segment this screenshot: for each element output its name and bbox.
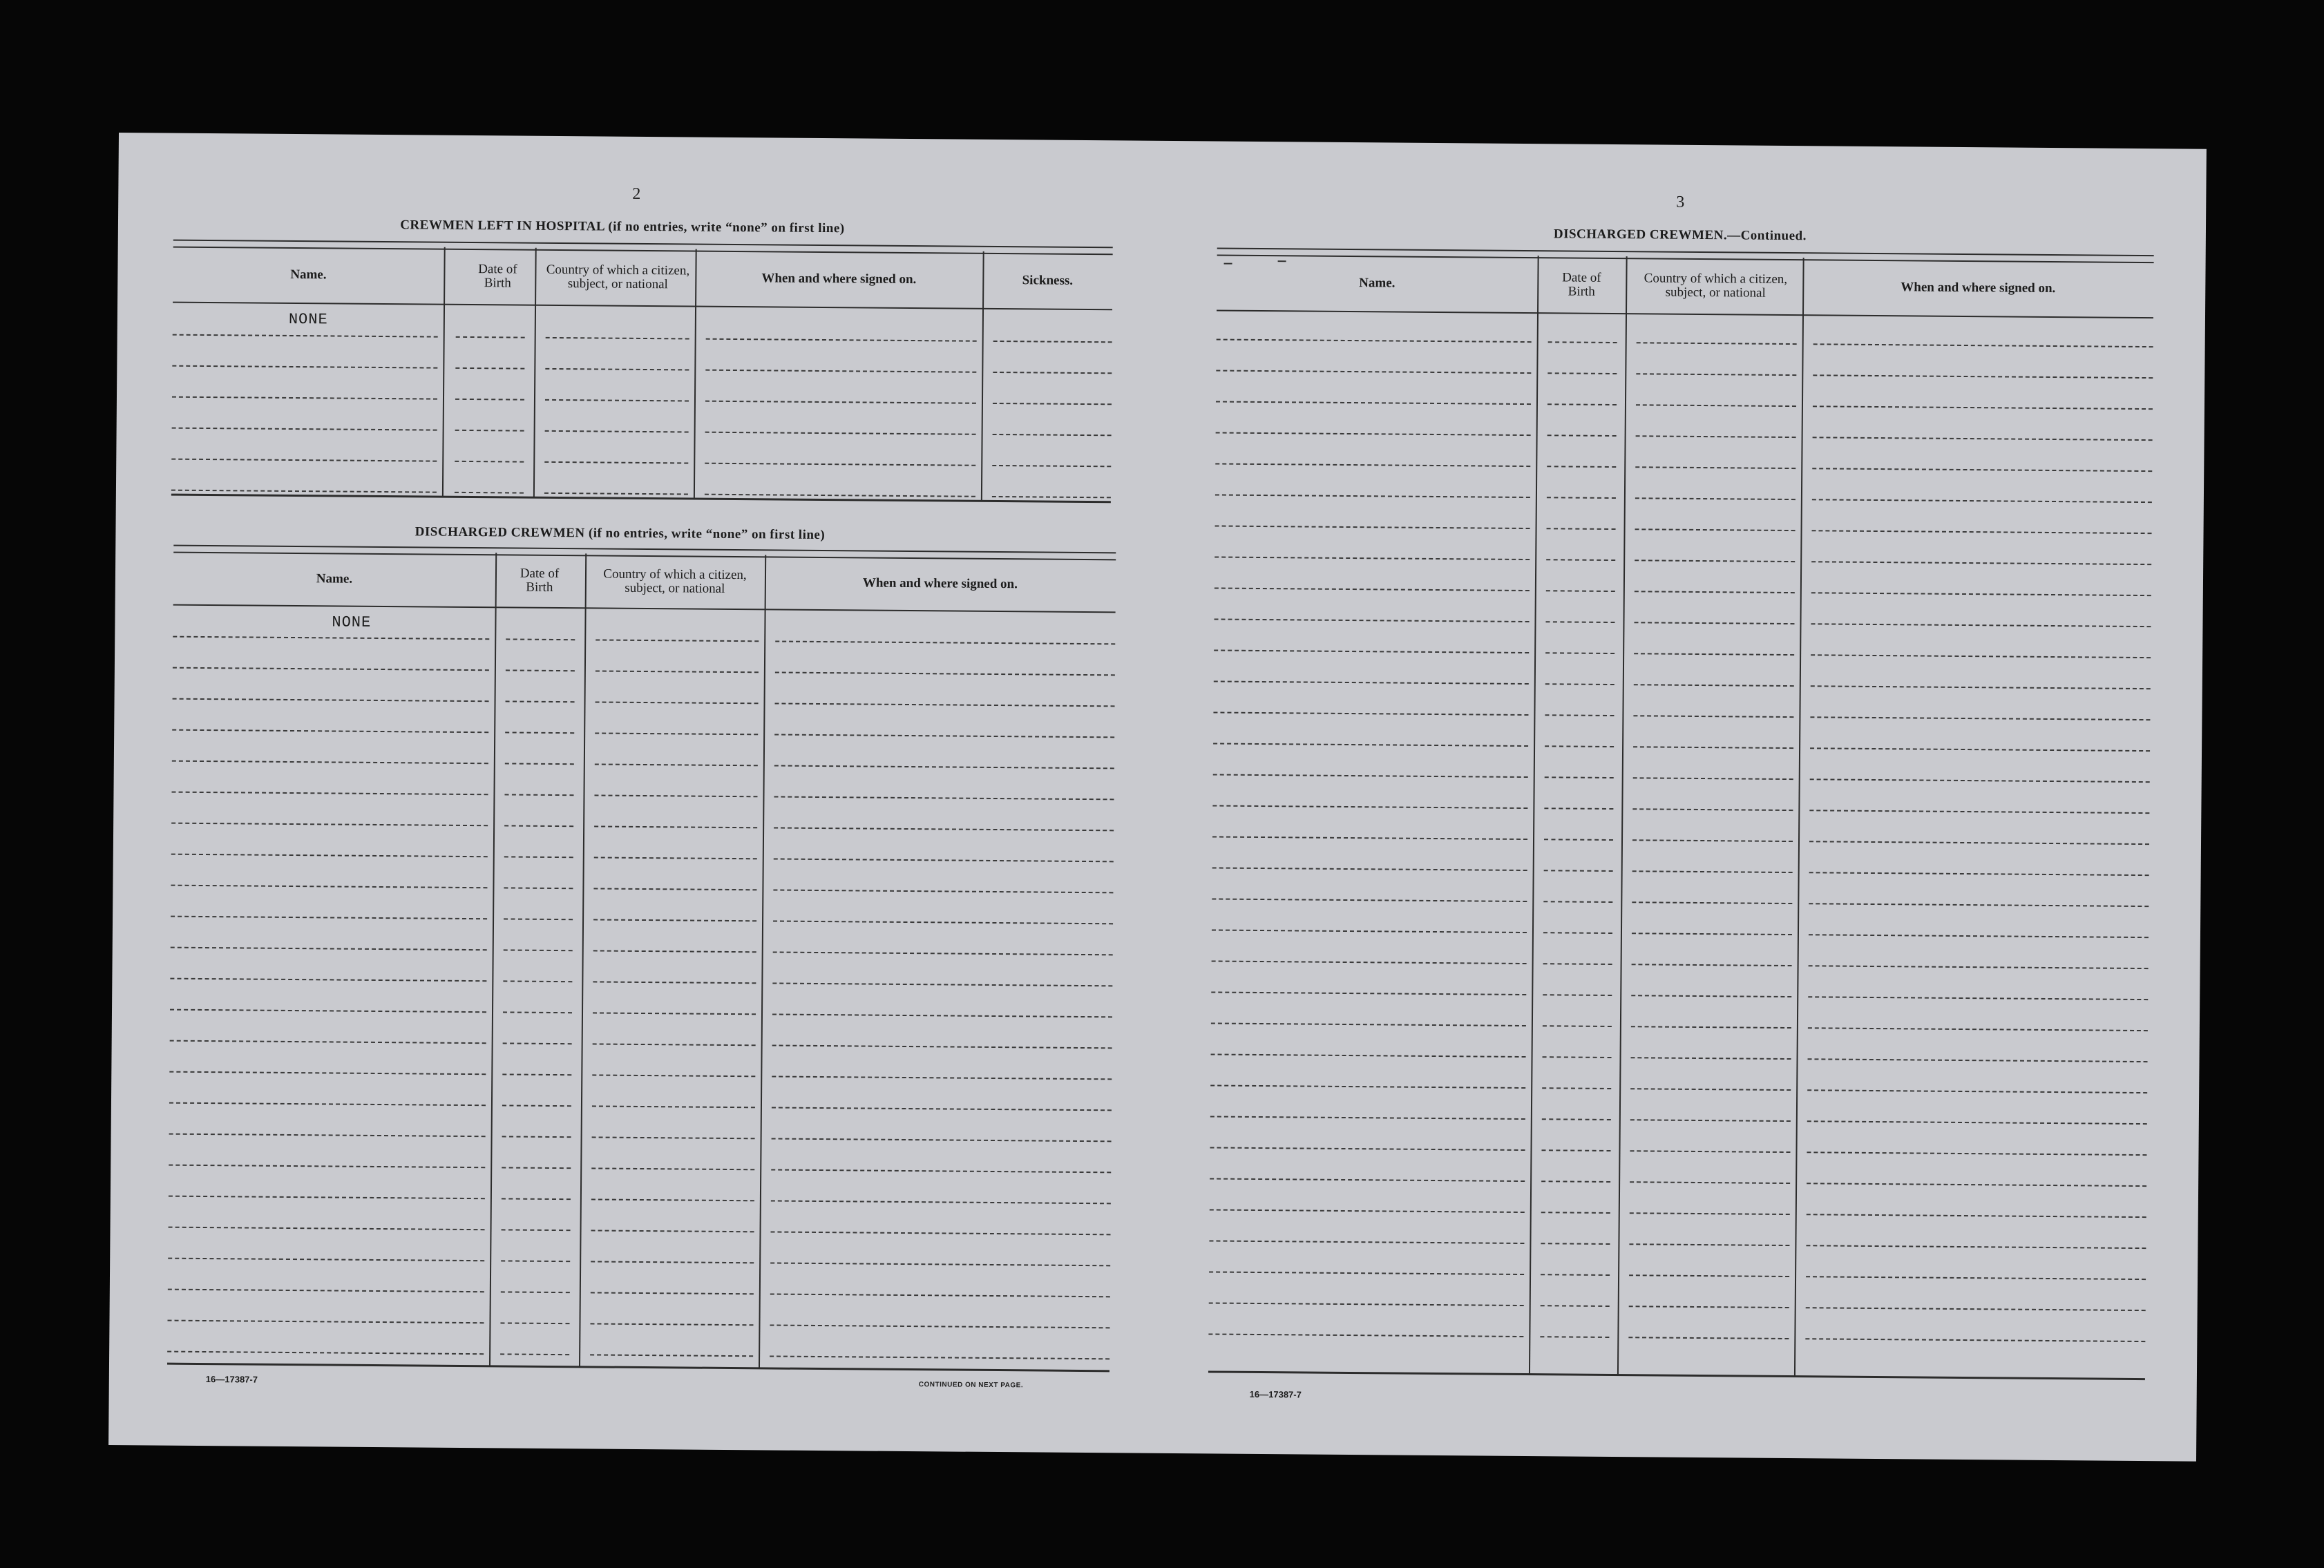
ruling-line xyxy=(168,1258,484,1262)
ruling-line xyxy=(1547,497,1616,499)
ruling-line xyxy=(1544,839,1613,841)
form-number: 16—17387-7 xyxy=(205,1374,258,1385)
column-header-country: Country of which a citizen, subject, or national xyxy=(603,566,747,596)
column-header-name: Name. xyxy=(1359,276,1396,291)
ruling-line xyxy=(1635,466,1796,469)
ruling-line xyxy=(1809,872,2149,876)
hospital-section-title: CREWMEN LEFT IN HOSPITAL (if no entries, write “none” on first line) xyxy=(400,218,845,236)
ruling-line xyxy=(171,792,488,796)
ruling-line xyxy=(1630,1150,1790,1153)
ruling-line xyxy=(1209,1302,1524,1306)
continued-note: CONTINUED ON NEXT PAGE. xyxy=(918,1381,1024,1390)
ruling-line xyxy=(168,1289,484,1293)
ruling-line xyxy=(170,1040,486,1044)
ruling-line xyxy=(1210,1116,1525,1120)
ruling-line xyxy=(1632,901,1792,904)
ruling-line xyxy=(1543,932,1612,934)
ruling-line xyxy=(1807,1089,2147,1093)
ruling-line xyxy=(770,1293,1110,1297)
column-header-signed-on: When and where signed on. xyxy=(1901,280,2056,296)
table-bottom-rule xyxy=(171,494,1111,504)
ruling-line xyxy=(593,981,756,984)
ruling-line xyxy=(1213,774,1528,778)
ruling-line xyxy=(1545,745,1614,747)
ruling-line xyxy=(502,1073,571,1075)
ruling-line xyxy=(172,365,437,369)
ruling-line xyxy=(1212,960,1527,964)
ruling-line xyxy=(1807,1183,2146,1187)
ruling-line xyxy=(1545,621,1615,623)
ruling-line xyxy=(1211,991,1526,995)
page-number: 2 xyxy=(632,184,641,203)
ruling-line xyxy=(591,1230,754,1232)
ruling-line xyxy=(502,1198,571,1200)
ruling-line xyxy=(504,856,573,858)
ruling-line xyxy=(1209,1271,1524,1275)
ruling-line xyxy=(455,461,524,463)
ruling-line xyxy=(1630,1212,1790,1215)
ruling-line xyxy=(775,640,1115,644)
ruling-line xyxy=(593,950,756,953)
ruling-line xyxy=(1211,1053,1526,1058)
ruling-line xyxy=(1634,653,1794,656)
ruling-line xyxy=(1632,839,1793,842)
ruling-line xyxy=(505,732,574,734)
ruling-line xyxy=(1542,1087,1611,1089)
ruling-line xyxy=(1212,836,1527,840)
ruling-line xyxy=(1548,341,1617,343)
ruling-line xyxy=(170,978,486,982)
ruling-line xyxy=(171,459,437,462)
ruling-line xyxy=(544,461,688,464)
ruling-line xyxy=(1212,898,1527,902)
ruling-line xyxy=(173,698,489,702)
ruling-line xyxy=(1544,870,1613,872)
ruling-line xyxy=(1546,590,1615,592)
ruling-line xyxy=(172,761,488,765)
ruling-line xyxy=(1215,525,1530,529)
ruling-line xyxy=(1806,1307,2146,1311)
ruling-line xyxy=(1630,1119,1791,1122)
ruling-line xyxy=(594,794,757,797)
ruling-line xyxy=(1212,929,1527,933)
ruling-line xyxy=(169,1227,485,1231)
ruling-line xyxy=(770,1262,1110,1266)
ruling-line xyxy=(593,919,756,921)
ruling-line xyxy=(1629,1274,1789,1277)
ruling-line xyxy=(596,701,759,704)
ruling-line xyxy=(594,857,757,859)
ruling-line xyxy=(1543,1056,1612,1058)
ruling-line xyxy=(772,1138,1112,1142)
right-page xyxy=(1152,141,2207,1462)
ruling-line xyxy=(171,885,487,889)
ruling-line xyxy=(546,337,689,340)
ruling-line xyxy=(1217,338,1532,343)
ruling-line xyxy=(1633,746,1793,749)
ruling-line xyxy=(1547,434,1617,437)
ruling-line xyxy=(1809,934,2149,938)
ruling-line xyxy=(170,1009,486,1013)
ruling-line xyxy=(169,1071,486,1075)
ruling-line xyxy=(171,916,487,920)
column-header-country: Country of which a citizen, subject, or national xyxy=(546,262,690,292)
ruling-line xyxy=(505,763,574,765)
left-page xyxy=(108,133,1163,1453)
column-header-name: Name. xyxy=(290,267,327,283)
page-number: 3 xyxy=(1676,193,1685,211)
ruling-line xyxy=(1634,622,1794,624)
ruling-line xyxy=(1632,870,1793,873)
ruling-line xyxy=(590,1354,753,1357)
ruling-line xyxy=(1215,556,1530,560)
ruling-line xyxy=(1545,652,1615,654)
ruling-line xyxy=(171,823,488,827)
ruling-line xyxy=(774,765,1114,769)
column-header-signed-on: When and where signed on. xyxy=(761,271,917,287)
ruling-line xyxy=(173,334,438,338)
ruling-line xyxy=(1811,592,2151,596)
ruling-line xyxy=(456,336,525,338)
ruling-line xyxy=(993,341,1112,343)
column-divider xyxy=(489,553,497,1366)
ruling-line xyxy=(506,638,575,640)
ruling-line xyxy=(1807,1120,2147,1125)
ruling-line xyxy=(593,888,756,890)
ruling-line xyxy=(1811,623,2151,627)
column-divider xyxy=(579,553,587,1367)
document-sheet xyxy=(108,133,2207,1462)
ruling-line xyxy=(591,1167,754,1170)
ruling-line xyxy=(1632,933,1792,935)
ruling-line xyxy=(455,492,524,494)
ruling-line xyxy=(502,1167,571,1169)
ruling-line xyxy=(1630,1181,1790,1184)
ruling-line xyxy=(1631,1026,1791,1029)
ruling-line xyxy=(1628,1337,1789,1339)
column-header-country: Country of which a citizen, subject, or national xyxy=(1644,271,1788,300)
ruling-line xyxy=(771,1169,1111,1173)
ruling-line xyxy=(502,1105,571,1107)
ruling-line xyxy=(1806,1276,2146,1280)
ruling-line xyxy=(772,982,1112,986)
ruling-line xyxy=(770,1355,1109,1359)
ruling-line xyxy=(1813,343,2153,347)
ruling-line xyxy=(504,918,573,920)
ruling-line xyxy=(591,1261,754,1263)
ruling-line xyxy=(774,734,1114,738)
ruling-line xyxy=(1635,591,1795,593)
ruling-line xyxy=(775,702,1115,707)
ruling-line xyxy=(1212,805,1527,809)
ruling-line xyxy=(1810,778,2150,783)
ruling-line xyxy=(773,951,1113,955)
ruling-line xyxy=(502,1136,571,1138)
ruling-line xyxy=(1545,776,1614,778)
ruling-line xyxy=(544,493,688,495)
ruling-line xyxy=(592,1105,755,1108)
ruling-line xyxy=(772,1075,1112,1080)
ruling-line xyxy=(1543,901,1612,903)
ruling-line xyxy=(173,636,489,640)
ruling-line xyxy=(1545,683,1615,685)
ruling-line xyxy=(705,401,976,404)
ruling-line xyxy=(1543,1025,1612,1027)
ruling-line xyxy=(1806,1245,2146,1249)
ruling-line xyxy=(1812,468,2152,472)
ruling-line xyxy=(993,403,1112,405)
ruling-line xyxy=(501,1260,570,1262)
ruling-line xyxy=(1636,435,1796,438)
ruling-line xyxy=(1631,1057,1791,1060)
ruling-line xyxy=(171,947,487,951)
ruling-line xyxy=(1541,1212,1610,1214)
ruling-line xyxy=(705,494,975,497)
ruling-line xyxy=(172,428,437,431)
ruling-line xyxy=(1547,372,1617,374)
ruling-line xyxy=(506,669,575,671)
ruling-line xyxy=(1540,1336,1609,1338)
ruling-line xyxy=(1637,342,1797,345)
ruling-line xyxy=(1215,587,1530,591)
column-header-name: Name. xyxy=(316,571,353,586)
ruling-line xyxy=(501,1291,570,1293)
ruling-line xyxy=(1813,437,2153,441)
ruling-line xyxy=(1541,1305,1610,1307)
ruling-line xyxy=(504,794,573,796)
ruling-line xyxy=(1634,684,1794,687)
ruling-line xyxy=(1809,965,2149,969)
ruling-line xyxy=(772,1107,1112,1111)
ruling-line xyxy=(590,1323,753,1326)
ruling-line xyxy=(1541,1149,1610,1151)
ruling-line xyxy=(1632,808,1793,811)
ruling-line xyxy=(1633,715,1793,718)
ruling-line xyxy=(506,700,575,702)
column-header-sickness: Sickness. xyxy=(1022,273,1074,288)
table-bottom-rule xyxy=(1208,1370,2145,1380)
column-divider xyxy=(1617,256,1628,1375)
ruling-line xyxy=(1636,404,1796,407)
ruling-line xyxy=(591,1198,754,1201)
column-header-signed-on: When and where signed on. xyxy=(862,575,1018,592)
ruling-line xyxy=(771,1200,1111,1204)
ruling-line xyxy=(1212,867,1527,871)
ruling-line xyxy=(500,1353,569,1355)
ruling-line xyxy=(992,465,1111,467)
ruling-line xyxy=(1547,466,1616,468)
ruling-line xyxy=(172,396,437,400)
ruling-line xyxy=(770,1324,1109,1328)
ruling-line xyxy=(1541,1243,1610,1245)
ruling-line xyxy=(1543,963,1612,965)
ruling-line xyxy=(169,1196,485,1200)
discharged-continued-table xyxy=(1208,247,2154,1382)
ruling-line xyxy=(1629,1243,1789,1246)
ruling-line xyxy=(775,671,1115,676)
column-divider xyxy=(1529,256,1539,1375)
ruling-line xyxy=(772,1044,1112,1049)
ruling-line xyxy=(173,667,489,671)
ruling-line xyxy=(595,763,758,766)
ruling-line xyxy=(1215,463,1530,467)
hospital-table xyxy=(171,240,1113,506)
ruling-line xyxy=(596,639,759,642)
ruling-line xyxy=(993,372,1112,374)
ruling-line xyxy=(705,432,976,435)
ruling-line xyxy=(455,399,524,401)
ruling-line xyxy=(1213,743,1528,747)
column-header-date-of-birth: Date of Birth xyxy=(1562,270,1601,299)
ruling-line xyxy=(1210,1209,1525,1213)
ruling-line xyxy=(705,463,975,466)
ruling-line xyxy=(1208,1333,1523,1337)
right-section-title: DISCHARGED CREWMEN.—Continued. xyxy=(1553,227,1807,244)
ruling-line xyxy=(172,729,488,734)
ruling-line xyxy=(1547,528,1616,530)
ruling-line xyxy=(774,858,1114,862)
ruling-line xyxy=(545,368,689,371)
ruling-line xyxy=(1542,1118,1611,1120)
ruling-line xyxy=(171,854,488,858)
ruling-line xyxy=(1807,1214,2146,1218)
ruling-line xyxy=(1812,499,2152,503)
ruling-line xyxy=(1210,1147,1525,1151)
ruling-line xyxy=(1811,561,2151,565)
ruling-line xyxy=(705,370,976,373)
ruling-line xyxy=(593,1043,756,1046)
hospital-entry-none: NONE xyxy=(288,310,328,329)
ruling-line xyxy=(1216,370,1531,374)
ruling-line xyxy=(593,1012,756,1015)
ruling-line xyxy=(1635,528,1796,531)
discharged-section-title: DISCHARGED CREWMEN (if no entries, write “none” on first line) xyxy=(415,524,826,543)
column-divider xyxy=(533,248,537,498)
ruling-line xyxy=(773,889,1113,893)
ruling-line xyxy=(1216,401,1531,405)
column-divider xyxy=(759,555,766,1368)
ruling-line xyxy=(992,496,1111,498)
ruling-line xyxy=(1545,714,1614,716)
ruling-line xyxy=(500,1322,569,1324)
ruling-line xyxy=(1812,530,2152,534)
ruling-line xyxy=(774,796,1114,800)
ruling-line xyxy=(504,825,573,827)
ruling-line xyxy=(1215,618,1530,622)
ruling-line xyxy=(773,920,1113,924)
ruling-line xyxy=(504,949,573,951)
ruling-line xyxy=(167,1320,484,1324)
table-bottom-rule xyxy=(167,1363,1109,1373)
ruling-line xyxy=(595,732,758,735)
ruling-line xyxy=(774,827,1114,831)
ruling-line xyxy=(171,490,437,493)
ruling-line xyxy=(1813,374,2153,379)
ruling-line xyxy=(1805,1338,2145,1342)
ruling-line xyxy=(772,1013,1112,1017)
ruling-line xyxy=(545,430,689,433)
ruling-line xyxy=(1547,403,1617,405)
ruling-line xyxy=(1546,559,1615,561)
ruling-line xyxy=(1636,373,1796,376)
column-header-date-of-birth: Date of Birth xyxy=(478,262,517,291)
column-header-date-of-birth: Date of Birth xyxy=(520,566,560,595)
ruling-line xyxy=(592,1074,755,1077)
ruling-line xyxy=(1810,747,2150,752)
ruling-line xyxy=(504,887,573,889)
ruling-line xyxy=(1209,1240,1524,1244)
ruling-line xyxy=(1635,497,1796,500)
form-number: 16—17387-7 xyxy=(1249,1388,1302,1400)
ruling-line xyxy=(1808,996,2148,1000)
ruling-line xyxy=(1215,494,1530,498)
ruling-line xyxy=(455,430,524,432)
ruling-line xyxy=(503,1011,572,1013)
ruling-line xyxy=(1214,680,1529,685)
ruling-line xyxy=(1813,405,2153,410)
ruling-line xyxy=(591,1292,754,1294)
discharged-entry-none: NONE xyxy=(332,613,372,631)
ruling-line xyxy=(1811,654,2151,658)
ruling-line xyxy=(1809,903,2149,907)
ruling-line xyxy=(1633,777,1793,780)
ruling-line xyxy=(596,670,759,673)
ruling-line xyxy=(1210,1084,1525,1089)
ruling-line xyxy=(1631,995,1791,997)
ruling-line xyxy=(169,1134,486,1138)
ruling-line xyxy=(1629,1306,1789,1308)
column-divider xyxy=(1794,258,1804,1377)
ruling-line xyxy=(1211,1022,1526,1026)
ruling-line xyxy=(1809,841,2149,845)
ruling-line xyxy=(1811,685,2151,689)
ruling-line xyxy=(1541,1274,1610,1276)
ruling-line xyxy=(1808,1058,2148,1062)
ruling-line xyxy=(1630,1088,1791,1091)
ruling-line xyxy=(594,825,757,828)
ruling-line xyxy=(1807,1151,2146,1156)
ruling-line xyxy=(1632,964,1792,966)
ruling-line xyxy=(167,1351,484,1355)
ruling-line xyxy=(502,1229,571,1231)
ruling-line xyxy=(545,399,689,402)
ruling-line xyxy=(1216,432,1531,436)
ruling-line xyxy=(1809,810,2149,814)
ruling-line xyxy=(169,1165,485,1169)
ruling-line xyxy=(993,434,1112,436)
ruling-line xyxy=(706,338,977,342)
ruling-line xyxy=(1810,716,2150,720)
ruling-line xyxy=(1541,1180,1610,1183)
ruling-line xyxy=(503,1042,572,1044)
ruling-line xyxy=(1808,1027,2148,1031)
ruling-line xyxy=(1544,807,1613,810)
ruling-line xyxy=(1210,1178,1525,1182)
ruling-line xyxy=(1213,711,1528,716)
ruling-line xyxy=(592,1136,755,1139)
ruling-line xyxy=(169,1102,486,1107)
discharged-table xyxy=(167,545,1116,1375)
ruling-line xyxy=(455,367,524,370)
ruling-line xyxy=(771,1231,1111,1235)
ruling-line xyxy=(503,980,572,982)
ruling-line xyxy=(1543,994,1612,996)
ruling-line xyxy=(1214,649,1529,653)
ruling-line xyxy=(1635,560,1795,562)
